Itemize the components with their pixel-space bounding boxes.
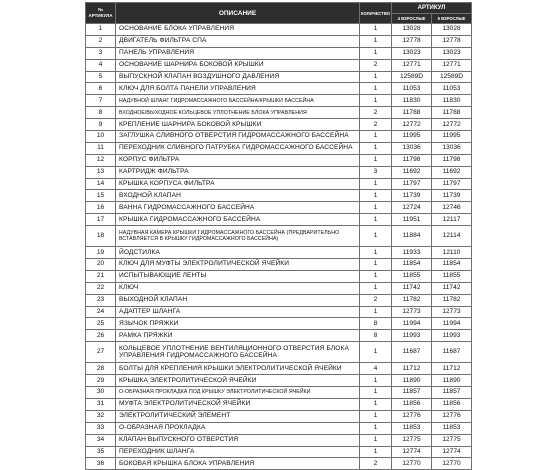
row-quantity: 1: [360, 270, 392, 282]
header-description: ОПИСАНИЕ: [116, 3, 360, 24]
row-article-4-adults: 12774: [392, 446, 432, 458]
row-number: 20: [86, 259, 116, 271]
row-description: ДВИГАТЕЛЬ ФИЛЬТРА СПА: [116, 35, 360, 47]
row-quantity: 1: [360, 178, 392, 190]
row-article-6-adults: 11788: [432, 107, 472, 119]
row-number: 25: [86, 318, 116, 330]
row-quantity: 1: [360, 131, 392, 143]
row-description: КРЫШКА КОРПУСА ФИЛЬТРА: [116, 178, 360, 190]
row-article-4-adults: 13023: [392, 47, 432, 59]
row-article-6-adults: 11782: [432, 294, 472, 306]
row-description: ПЕРЕХОДНИК СЛИВНОГО ПАТРУБКА ГИДРОМАССАЖНОГО БАССЕЙНА: [116, 142, 360, 154]
row-number: 29: [86, 375, 116, 387]
row-description: ВХОДНОЙ КЛАПАН: [116, 190, 360, 202]
table-row: [86, 119, 472, 131]
row-number: 23: [86, 294, 116, 306]
row-number: 28: [86, 363, 116, 375]
row-number: 16: [86, 202, 116, 214]
table-row: [86, 270, 472, 282]
row-number: 36: [86, 458, 116, 470]
row-article-4-adults: 11890: [392, 375, 432, 387]
row-number: 18: [86, 226, 116, 247]
row-description: ЙОДСТИЛКА: [116, 247, 360, 259]
row-quantity: 2: [360, 59, 392, 71]
row-article-6-adults: 12773: [432, 306, 472, 318]
row-number: 15: [86, 190, 116, 202]
row-description: НАДУВНОЙ ШЛАНГ ГИДРОМАССАЖНОГО БАССЕЙНА/КРЫШКИ БАССЕЙНА: [116, 95, 360, 107]
row-article-6-adults: 11890: [432, 375, 472, 387]
table-row: [86, 259, 472, 271]
table-row: [86, 446, 472, 458]
row-description: КРЫШКА ЭЛЕКТРОЛИТИЧЕСКОЙ ЯЧЕЙКИ: [116, 375, 360, 387]
row-number: 19: [86, 247, 116, 259]
row-article-6-adults: 12114: [432, 226, 472, 247]
header-article-number: № АРТИКУЛА: [86, 3, 116, 24]
row-description: МУФТА ЭЛЕКТРОЛИТИЧЕСКОЙ ЯЧЕЙКИ: [116, 398, 360, 410]
row-description: ПЕРЕХОДНИК ШЛАНГА: [116, 446, 360, 458]
row-number: 24: [86, 306, 116, 318]
row-article-6-adults: 12774: [432, 446, 472, 458]
row-quantity: 1: [360, 446, 392, 458]
row-description: О-ОБРАЗНАЯ ПРОКЛАДКА: [116, 422, 360, 434]
row-article-4-adults: 11692: [392, 166, 432, 178]
table-row: [86, 342, 472, 363]
table-row: [86, 107, 472, 119]
row-quantity: 1: [360, 247, 392, 259]
row-quantity: 1: [360, 142, 392, 154]
row-quantity: 1: [360, 35, 392, 47]
row-article-6-adults: 11742: [432, 282, 472, 294]
row-quantity: 1: [360, 342, 392, 363]
table-row: [86, 226, 472, 247]
row-article-6-adults: 13023: [432, 47, 472, 59]
header-quantity: КОЛИЧЕСТВО: [360, 3, 392, 24]
row-description: НАДУВНАЯ КАМЕРА КРЫШКИ ГИДРОМАССАЖНОГО БАССЕЙНА (ПРЕДВАРИТЕЛЬНО ВСТАВЛЯЕТСЯ В КРЫШКУ ГИДРОМАССАЖНОГО БАССЕЙНА): [116, 226, 360, 247]
table-row: [86, 458, 472, 470]
row-article-6-adults: 11854: [432, 259, 472, 271]
row-article-6-adults: 11830: [432, 95, 472, 107]
row-description: ВЫХОДНОЙ КЛАПАН: [116, 294, 360, 306]
row-number: 3: [86, 47, 116, 59]
row-article-6-adults: 13028: [432, 24, 472, 36]
row-number: 10: [86, 131, 116, 143]
table-row: [86, 71, 472, 83]
row-quantity: 1: [360, 95, 392, 107]
row-description: БОЛТЫ ДЛЯ КРЕПЛЕНИЯ КРЫШКИ ЭЛЕКТРОЛИТИЧЕСКОЙ ЯЧЕЙКИ: [116, 363, 360, 375]
row-description: БОКОВАЯ КРЫШКА БЛОКА УПРАВЛЕНИЯ: [116, 458, 360, 470]
row-number: 27: [86, 342, 116, 363]
row-quantity: 3: [360, 166, 392, 178]
table-row: [86, 318, 472, 330]
row-description: ЗАГЛУШКА СЛИВНОГО ОТВЕРСТИЯ ГИДРОМАССАЖНОГО БАССЕЙНА: [116, 131, 360, 143]
table-row: [86, 59, 472, 71]
row-description: КРЕПЛЕНИЕ ШАРНИРА БОКОВОЙ КРЫШКИ: [116, 119, 360, 131]
row-number: 35: [86, 446, 116, 458]
row-description: ВЫПУСКНОЙ КЛАПАН ВОЗДУШНОГО ДАВЛЕНИЯ: [116, 71, 360, 83]
row-article-6-adults: 12770: [432, 458, 472, 470]
row-article-4-adults: 11855: [392, 270, 432, 282]
row-article-4-adults: 11742: [392, 282, 432, 294]
row-description: ПАНЕЛЬ УПРАВЛЕНИЯ: [116, 47, 360, 59]
parts-table: [85, 2, 472, 470]
row-quantity: 1: [360, 226, 392, 247]
row-article-6-adults: 11692: [432, 166, 472, 178]
row-article-4-adults: 11995: [392, 131, 432, 143]
table-row: [86, 375, 472, 387]
row-number: 1: [86, 24, 116, 36]
parts-table-body: [86, 24, 472, 470]
row-article-6-adults: 12589D: [432, 71, 472, 83]
row-article-6-adults: 11687: [432, 342, 472, 363]
row-article-4-adults: 11994: [392, 318, 432, 330]
table-row: [86, 202, 472, 214]
row-description: ОСНОВАНИЕ БЛОКА УПРАВЛЕНИЯ: [116, 24, 360, 36]
row-article-4-adults: 13036: [392, 142, 432, 154]
row-article-6-adults: 11053: [432, 83, 472, 95]
row-number: 34: [86, 434, 116, 446]
table-row: [86, 387, 472, 399]
row-article-6-adults: 11855: [432, 270, 472, 282]
row-article-6-adults: 11798: [432, 154, 472, 166]
table-row: [86, 131, 472, 143]
row-description: ОСНОВАНИЕ ШАРНИРА БОКОВОЙ КРЫШКИ: [116, 59, 360, 71]
table-row: [86, 166, 472, 178]
row-article-4-adults: 11857: [392, 387, 432, 399]
row-article-6-adults: 12775: [432, 434, 472, 446]
row-article-6-adults: 12778: [432, 35, 472, 47]
row-article-4-adults: 12773: [392, 306, 432, 318]
row-article-6-adults: 11857: [432, 387, 472, 399]
table-row: [86, 294, 472, 306]
row-article-4-adults: 11951: [392, 214, 432, 226]
row-quantity: 1: [360, 71, 392, 83]
row-description: ИСПЫТЫВАЮЩИЕ ЛЕНТЫ: [116, 270, 360, 282]
row-quantity: 1: [360, 434, 392, 446]
row-number: 26: [86, 330, 116, 342]
row-description: КОЛЬЦЕВОЕ УПЛОТНЕНИЕ ВЕНТИЛЯЦИОННОГО ОТВЕРСТИЯ БЛОКА УПРАВЛЕНИЯ ГИДРОМАССАЖНОГО БАССЕЙНА: [116, 342, 360, 363]
row-article-4-adults: 12724: [392, 202, 432, 214]
row-quantity: 1: [360, 190, 392, 202]
row-article-6-adults: 12776: [432, 410, 472, 422]
row-description: КЛЮЧ ДЛЯ МУФТЫ ЭЛЕКТРОЛИТИЧЕСКОЙ ЯЧЕЙКИ: [116, 259, 360, 271]
row-description: КЛЮЧ ДЛЯ БОЛТА ПАНЕЛИ УПРАВЛЕНИЯ: [116, 83, 360, 95]
row-quantity: 2: [360, 119, 392, 131]
table-row: [86, 35, 472, 47]
row-article-4-adults: 12771: [392, 59, 432, 71]
row-article-6-adults: 11995: [432, 131, 472, 143]
header-4-adults: 4 ВЗРОСЛЫЕ: [392, 14, 432, 24]
row-article-6-adults: 11994: [432, 318, 472, 330]
table-row: [86, 410, 472, 422]
table-row: [86, 282, 472, 294]
row-description: ВХОДНОЕ/ВЫХОДНОЕ КОЛЬЦЕВОЕ УПЛОТНЕНИЕ БЛОКА УПРАВЛЕНИЯ: [116, 107, 360, 119]
row-number: 4: [86, 59, 116, 71]
row-article-6-adults: 12110: [432, 247, 472, 259]
row-article-4-adults: 11993: [392, 330, 432, 342]
row-number: 13: [86, 166, 116, 178]
row-description: ЯЗЫЧОК ПРЯЖКИ: [116, 318, 360, 330]
table-row: [86, 154, 472, 166]
row-description: КОРПУС ФИЛЬТРА: [116, 154, 360, 166]
table-row: [86, 330, 472, 342]
table-row: [86, 398, 472, 410]
row-article-4-adults: 11854: [392, 259, 432, 271]
row-description: О-ОБРАЗНАЯ ПРОКЛАДКА ПОД КРЫШКУ ЭЛЕКТРОЛИТИЧЕСКОЙ ЯЧЕЙКИ: [116, 387, 360, 399]
row-quantity: 1: [360, 259, 392, 271]
row-article-4-adults: 11712: [392, 363, 432, 375]
row-quantity: 1: [360, 214, 392, 226]
table-row: [86, 247, 472, 259]
table-row: [86, 422, 472, 434]
row-description: КАРТРИДЖ ФИЛЬТРА: [116, 166, 360, 178]
row-article-4-adults: 11933: [392, 247, 432, 259]
row-quantity: 2: [360, 458, 392, 470]
row-number: 2: [86, 35, 116, 47]
row-description: АДАПТЕР ШЛАНГА: [116, 306, 360, 318]
table-row: [86, 363, 472, 375]
row-number: 7: [86, 95, 116, 107]
row-article-4-adults: 11687: [392, 342, 432, 363]
row-article-6-adults: 11856: [432, 398, 472, 410]
row-article-4-adults: 11797: [392, 178, 432, 190]
row-number: 31: [86, 398, 116, 410]
row-article-6-adults: 12772: [432, 119, 472, 131]
table-row: [86, 214, 472, 226]
row-quantity: 2: [360, 294, 392, 306]
row-quantity: 1: [360, 306, 392, 318]
header-6-adults: 6 ВЗРОСЛЫЕ: [432, 14, 472, 24]
row-article-4-adults: 11884: [392, 226, 432, 247]
row-article-6-adults: 12746: [432, 202, 472, 214]
row-article-4-adults: 12776: [392, 410, 432, 422]
table-row: [86, 306, 472, 318]
table-row: [86, 142, 472, 154]
row-number: 6: [86, 83, 116, 95]
row-article-4-adults: 11053: [392, 83, 432, 95]
row-article-4-adults: 12772: [392, 119, 432, 131]
row-article-4-adults: 11788: [392, 107, 432, 119]
row-quantity: 1: [360, 154, 392, 166]
row-article-6-adults: 11993: [432, 330, 472, 342]
row-quantity: 8: [360, 318, 392, 330]
row-article-6-adults: 13036: [432, 142, 472, 154]
row-article-4-adults: 11798: [392, 154, 432, 166]
row-article-4-adults: 11856: [392, 398, 432, 410]
table-row: [86, 434, 472, 446]
parts-list-sheet: [85, 2, 471, 470]
row-number: 21: [86, 270, 116, 282]
row-quantity: 1: [360, 83, 392, 95]
row-number: 12: [86, 154, 116, 166]
row-quantity: 1: [360, 282, 392, 294]
row-article-6-adults: 12117: [432, 214, 472, 226]
row-quantity: 1: [360, 202, 392, 214]
table-row: [86, 95, 472, 107]
row-article-4-adults: 12775: [392, 434, 432, 446]
row-quantity: 1: [360, 47, 392, 59]
row-article-4-adults: 11830: [392, 95, 432, 107]
row-quantity: 1: [360, 375, 392, 387]
row-description: КЛЮЧ: [116, 282, 360, 294]
table-row: [86, 24, 472, 36]
row-quantity: 1: [360, 422, 392, 434]
header-row: [86, 3, 472, 14]
row-number: 5: [86, 71, 116, 83]
row-description: РАМКА ПРЯЖКИ: [116, 330, 360, 342]
row-quantity: 1: [360, 24, 392, 36]
row-quantity: 8: [360, 330, 392, 342]
row-article-4-adults: 11739: [392, 190, 432, 202]
row-number: 9: [86, 119, 116, 131]
header-article: АРТИКУЛ: [392, 3, 472, 14]
row-article-4-adults: 11782: [392, 294, 432, 306]
row-quantity: 2: [360, 107, 392, 119]
row-quantity: 1: [360, 398, 392, 410]
row-article-6-adults: 11853: [432, 422, 472, 434]
row-description: КЛАПАН ВЫПУСКНОГО ОТВЕРСТИЯ: [116, 434, 360, 446]
row-quantity: 1: [360, 410, 392, 422]
row-description: ЭЛЕКТРОЛИТИЧЕСКИЙ ЭЛЕМЕНТ: [116, 410, 360, 422]
row-article-4-adults: 12589D: [392, 71, 432, 83]
row-article-6-adults: 12771: [432, 59, 472, 71]
row-number: 14: [86, 178, 116, 190]
row-article-4-adults: 12770: [392, 458, 432, 470]
row-article-4-adults: 11853: [392, 422, 432, 434]
row-quantity: 1: [360, 387, 392, 399]
table-row: [86, 178, 472, 190]
row-number: 11: [86, 142, 116, 154]
row-number: 33: [86, 422, 116, 434]
row-number: 17: [86, 214, 116, 226]
table-row: [86, 83, 472, 95]
row-number: 30: [86, 387, 116, 399]
row-article-6-adults: 11712: [432, 363, 472, 375]
row-description: КРЫШКА ГИДРОМАССАЖНОГО БАССЕЙНА: [116, 214, 360, 226]
row-article-6-adults: 11739: [432, 190, 472, 202]
row-number: 8: [86, 107, 116, 119]
row-article-4-adults: 13028: [392, 24, 432, 36]
row-article-6-adults: 11797: [432, 178, 472, 190]
table-row: [86, 47, 472, 59]
row-number: 22: [86, 282, 116, 294]
row-number: 32: [86, 410, 116, 422]
table-row: [86, 190, 472, 202]
row-description: ВАННА ГИДРОМАССАЖНОГО БАССЕЙНА: [116, 202, 360, 214]
row-quantity: 4: [360, 363, 392, 375]
row-article-4-adults: 12778: [392, 35, 432, 47]
